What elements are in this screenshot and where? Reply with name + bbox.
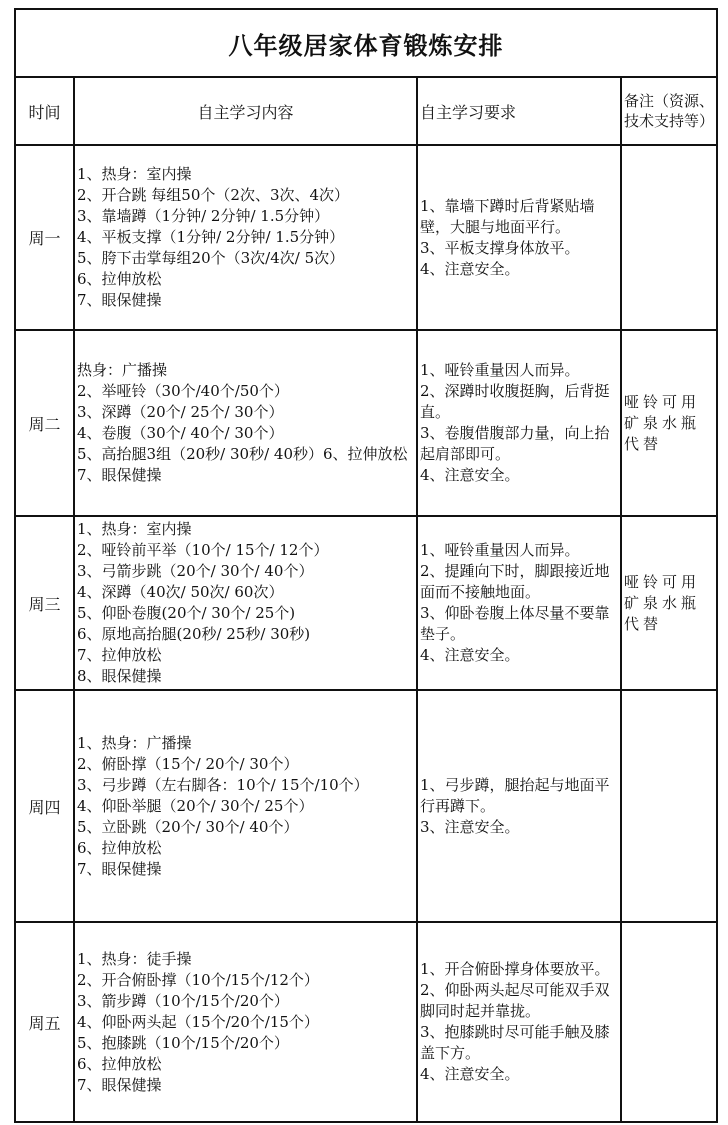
requirement-line: 2、仰卧两头起尽可能双手双脚同时起并靠拢。 [420, 981, 610, 1020]
content-line: 热身：广播操 [77, 361, 168, 379]
requirements-cell [417, 922, 621, 1122]
content-line: 3、靠墙蹲（1分钟/ 2分钟/ 1.5分钟） [77, 207, 330, 225]
table-row [15, 145, 717, 330]
day-cell: 周四 [15, 690, 74, 922]
day-cell: 周一 [15, 145, 74, 330]
content-line: 1、热身：室内操 [77, 165, 192, 183]
content-line: 2、举哑铃（30个/40个/50个） [77, 382, 289, 400]
requirements-cell [417, 516, 621, 690]
requirement-line: 2、提踵向下时，脚跟接近地面而不接触地面。 [420, 562, 610, 601]
requirements-cell [417, 690, 621, 922]
content-line: 4、平板支撑（1分钟/ 2分钟/ 1.5分钟） [77, 228, 345, 246]
note-cell: 哑铃可用矿泉水瓶代替 [621, 330, 717, 516]
content-line: 5、仰卧卷腹(20个/ 30个/ 25个) [77, 604, 296, 622]
content-line: 3、深蹲（20个/ 25个/ 30个） [77, 403, 284, 421]
requirements-cell [417, 330, 621, 516]
requirement-line: 1、哑铃重量因人而异。 [420, 361, 580, 379]
requirement-line: 1、开合俯卧撑身体要放平。 [420, 960, 610, 978]
requirement-line: 4、注意安全。 [420, 259, 520, 278]
content-line: 1、热身：徒手操 [77, 949, 192, 968]
note-cell [621, 145, 717, 330]
table-row [15, 922, 717, 1122]
content-line: 4、深蹲（40次/ 50次/ 60次） [77, 583, 284, 601]
requirement-line: 3、抱膝跳时尽可能手触及膝盖下方。 [420, 1023, 610, 1062]
requirement-line: 3、平板支撑身体放平。 [420, 238, 580, 257]
requirements-cell [417, 145, 621, 330]
requirement-line: 1、靠墙下蹲时后背紧贴墙壁，大腿与地面平行。 [420, 196, 595, 236]
content-line: 2、开合跳 每组50个（2次、3次、4次） [77, 186, 350, 204]
requirement-line: 3、注意安全。 [420, 817, 520, 836]
content-line: 3、弓步蹲（左右脚各：10个/ 15个/10个） [77, 775, 369, 794]
content-line: 5、抱膝跳（10个/15个/20个） [77, 1033, 289, 1052]
day-cell: 周二 [15, 330, 74, 516]
day-cell: 周三 [15, 516, 74, 690]
content-cell [74, 145, 417, 330]
content-line: 2、开合俯卧撑（10个/15个/12个） [77, 970, 319, 989]
note-cell [621, 690, 717, 922]
content-line: 4、仰卧举腿（20个/ 30个/ 25个） [77, 796, 314, 815]
content-line: 7、眼保健操 [77, 466, 162, 484]
exercise-schedule-table [14, 8, 718, 1123]
content-cell [74, 516, 417, 690]
content-cell [74, 922, 417, 1122]
requirement-line: 1、弓步蹲，腿抬起与地面平行再蹲下。 [420, 775, 610, 815]
table-row [15, 516, 717, 690]
content-line: 5、立卧跳（20个/ 30个/ 40个） [77, 817, 299, 836]
requirement-line: 3、仰卧卷腹上体尽量不要靠垫子。 [420, 604, 610, 643]
content-line: 1、热身：室内操 [77, 520, 192, 538]
content-cell [74, 330, 417, 516]
content-line: 3、弓箭步跳（20个/ 30个/ 40个） [77, 562, 314, 580]
requirement-line: 4、注意安全。 [420, 1065, 520, 1083]
content-line: 3、箭步蹲（10个/15个/20个） [77, 991, 289, 1010]
content-cell [74, 690, 417, 922]
day-cell: 周五 [15, 922, 74, 1122]
requirement-line: 1、哑铃重量因人而异。 [420, 541, 580, 559]
header-content: 自主学习内容 [74, 77, 417, 145]
note-cell [621, 922, 717, 1122]
content-line: 6、原地高抬腿(20秒/ 25秒/ 30秒) [77, 625, 311, 643]
header-notes: 备注（资源、技术支持等） [621, 77, 717, 145]
table-row [15, 330, 717, 516]
requirement-line: 4、注意安全。 [420, 646, 520, 664]
requirement-line: 3、卷腹借腹部力量，向上抬起肩部即可。 [420, 424, 610, 463]
note-cell: 哑铃可用矿泉水瓶代替 [621, 516, 717, 690]
header-requirements: 自主学习要求 [417, 77, 621, 145]
content-line: 6、拉伸放松 [77, 838, 162, 857]
content-line: 6、拉伸放松 [77, 1054, 162, 1073]
requirement-line: 4、注意安全。 [420, 466, 520, 484]
content-line: 7、眼保健操 [77, 291, 162, 309]
content-line: 2、哑铃前平举（10个/ 15个/ 12个） [77, 541, 329, 559]
page-title: 八年级居家体育锻炼安排 [15, 9, 717, 77]
title-row [15, 9, 717, 77]
content-line: 8、眼保健操 [77, 667, 162, 685]
content-line: 1、热身：广播操 [77, 733, 192, 752]
content-line: 5、高抬腿3组（20秒/ 30秒/ 40秒）6、拉伸放松 [77, 445, 408, 463]
content-line: 7、眼保健操 [77, 1075, 162, 1094]
content-line: 4、卷腹（30个/ 40个/ 30个） [77, 424, 284, 442]
table-row [15, 690, 717, 922]
content-line: 6、拉伸放松 [77, 270, 162, 288]
header-time: 时间 [15, 77, 74, 145]
content-line: 7、拉伸放松 [77, 646, 162, 664]
content-line: 7、眼保健操 [77, 859, 162, 878]
requirement-line: 2、深蹲时收腹挺胸，后背挺直。 [420, 382, 610, 421]
content-line: 2、俯卧撑（15个/ 20个/ 30个） [77, 754, 299, 773]
header-row [15, 77, 717, 145]
content-line: 4、仰卧两头起（15个/20个/15个） [77, 1012, 319, 1031]
content-line: 5、胯下击掌每组20个（3次/4次/ 5次） [77, 249, 345, 267]
